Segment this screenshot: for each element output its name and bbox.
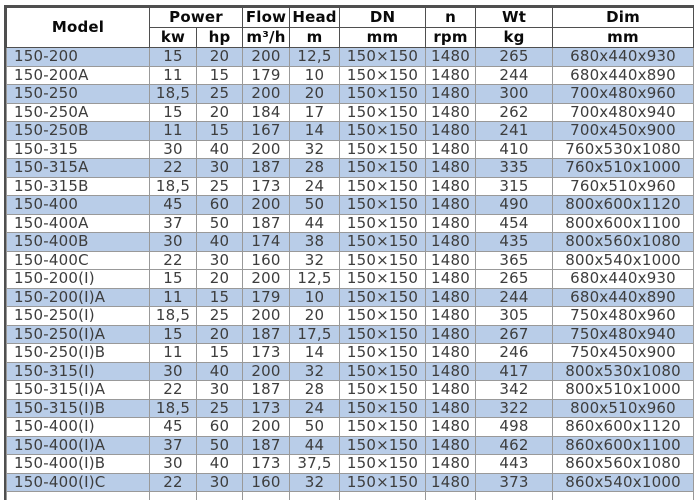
cell-flow: 173 bbox=[243, 344, 290, 363]
cell-dim: 680x440x930 bbox=[553, 270, 694, 289]
cell-kw: 22 bbox=[150, 473, 197, 492]
cell-model: 150-200A bbox=[7, 66, 150, 85]
cell-wt: 262 bbox=[476, 103, 553, 122]
cell-head: 17,5 bbox=[290, 325, 340, 344]
unit-dim: mm bbox=[553, 28, 694, 48]
cell-dim: 700x480x960 bbox=[553, 85, 694, 104]
cell-hp: 25 bbox=[197, 307, 243, 326]
cell-head: 20 bbox=[290, 307, 340, 326]
cell-dn: 150×150 bbox=[340, 177, 426, 196]
cell-dim: 760x530x1080 bbox=[553, 140, 694, 159]
table-row bbox=[7, 344, 694, 363]
table-row bbox=[7, 325, 694, 344]
cell-model: 150-400A bbox=[7, 214, 150, 233]
cell-dim: 800x600x1120 bbox=[553, 196, 694, 215]
cell-kw: 11 bbox=[150, 288, 197, 307]
cell-flow: 184 bbox=[243, 103, 290, 122]
cell-dn: 150×150 bbox=[340, 288, 426, 307]
table-frame bbox=[4, 5, 694, 500]
cell-hp: 15 bbox=[197, 66, 243, 85]
cell-hp: 60 bbox=[197, 418, 243, 437]
cell-head: 37,5 bbox=[290, 455, 340, 474]
cell-dim: 800x560x1080 bbox=[553, 233, 694, 252]
cell-head: 38 bbox=[290, 233, 340, 252]
cell-flow: 179 bbox=[243, 288, 290, 307]
cell-dn: 150×150 bbox=[340, 66, 426, 85]
cell-n: 1480 bbox=[426, 159, 476, 178]
cell-dn: 150×150 bbox=[340, 381, 426, 400]
cell-dn: 150×150 bbox=[340, 399, 426, 418]
cell-wt: 300 bbox=[476, 85, 553, 104]
cell-wt: 241 bbox=[476, 122, 553, 141]
cell-flow: 200 bbox=[243, 270, 290, 289]
cell-model: 150-250A bbox=[7, 103, 150, 122]
cell-wt: 462 bbox=[476, 436, 553, 455]
cell-flow: 167 bbox=[243, 122, 290, 141]
col-header-dn: DN bbox=[340, 8, 426, 28]
cropped-partial-row bbox=[7, 492, 694, 500]
cell-model: 150-200 bbox=[7, 48, 150, 67]
cell-wt: 454 bbox=[476, 214, 553, 233]
cell-flow: 187 bbox=[243, 159, 290, 178]
cell-wt: 498 bbox=[476, 418, 553, 437]
empty-cell bbox=[243, 492, 290, 500]
cell-kw: 15 bbox=[150, 270, 197, 289]
cell-kw: 18,5 bbox=[150, 177, 197, 196]
cell-dim: 750x450x900 bbox=[553, 344, 694, 363]
cell-head: 14 bbox=[290, 344, 340, 363]
cell-dim: 800x600x1100 bbox=[553, 214, 694, 233]
cell-flow: 200 bbox=[243, 85, 290, 104]
table-row bbox=[7, 233, 694, 252]
cell-model: 150-250 bbox=[7, 85, 150, 104]
cell-wt: 244 bbox=[476, 66, 553, 85]
cell-kw: 15 bbox=[150, 48, 197, 67]
table-row bbox=[7, 270, 694, 289]
cell-kw: 11 bbox=[150, 66, 197, 85]
cell-dim: 680x440x890 bbox=[553, 288, 694, 307]
unit-head: m bbox=[290, 28, 340, 48]
cell-wt: 246 bbox=[476, 344, 553, 363]
cell-wt: 244 bbox=[476, 288, 553, 307]
cell-wt: 315 bbox=[476, 177, 553, 196]
table-row bbox=[7, 455, 694, 474]
cell-head: 44 bbox=[290, 214, 340, 233]
cell-flow: 173 bbox=[243, 399, 290, 418]
cell-dim: 680x440x930 bbox=[553, 48, 694, 67]
cell-dn: 150×150 bbox=[340, 251, 426, 270]
cell-dim: 700x480x940 bbox=[553, 103, 694, 122]
cell-n: 1480 bbox=[426, 473, 476, 492]
cell-dn: 150×150 bbox=[340, 159, 426, 178]
cell-head: 10 bbox=[290, 288, 340, 307]
cell-n: 1480 bbox=[426, 362, 476, 381]
col-header-n: n bbox=[426, 8, 476, 28]
empty-cell bbox=[426, 492, 476, 500]
cell-head: 32 bbox=[290, 362, 340, 381]
table-row bbox=[7, 436, 694, 455]
empty-cell bbox=[476, 492, 553, 500]
cell-kw: 22 bbox=[150, 159, 197, 178]
cell-flow: 200 bbox=[243, 418, 290, 437]
cell-wt: 342 bbox=[476, 381, 553, 400]
cell-wt: 373 bbox=[476, 473, 553, 492]
cell-wt: 335 bbox=[476, 159, 553, 178]
cell-hp: 20 bbox=[197, 103, 243, 122]
cell-model: 150-315(I)A bbox=[7, 381, 150, 400]
table-row bbox=[7, 214, 694, 233]
cell-kw: 11 bbox=[150, 122, 197, 141]
cell-flow: 173 bbox=[243, 455, 290, 474]
cell-kw: 15 bbox=[150, 325, 197, 344]
cell-model: 150-200(I)A bbox=[7, 288, 150, 307]
cell-flow: 160 bbox=[243, 251, 290, 270]
cell-dim: 860x600x1100 bbox=[553, 436, 694, 455]
cell-dn: 150×150 bbox=[340, 85, 426, 104]
cell-kw: 22 bbox=[150, 381, 197, 400]
table-row bbox=[7, 177, 694, 196]
cell-dn: 150×150 bbox=[340, 48, 426, 67]
cell-dn: 150×150 bbox=[340, 233, 426, 252]
col-header-dim: Dim bbox=[553, 8, 694, 28]
cell-dim: 760x510x960 bbox=[553, 177, 694, 196]
cell-hp: 15 bbox=[197, 122, 243, 141]
cell-kw: 18,5 bbox=[150, 307, 197, 326]
cell-head: 24 bbox=[290, 399, 340, 418]
empty-cell bbox=[340, 492, 426, 500]
cell-n: 1480 bbox=[426, 381, 476, 400]
unit-kw: kw bbox=[150, 28, 197, 48]
cell-n: 1480 bbox=[426, 325, 476, 344]
cell-model: 150-315(I) bbox=[7, 362, 150, 381]
cell-dn: 150×150 bbox=[340, 418, 426, 437]
cell-model: 150-315 bbox=[7, 140, 150, 159]
empty-cell bbox=[150, 492, 197, 500]
cell-dn: 150×150 bbox=[340, 307, 426, 326]
cell-head: 28 bbox=[290, 159, 340, 178]
cell-head: 44 bbox=[290, 436, 340, 455]
unit-wt: kg bbox=[476, 28, 553, 48]
cell-n: 1480 bbox=[426, 436, 476, 455]
cell-hp: 20 bbox=[197, 270, 243, 289]
cell-hp: 25 bbox=[197, 177, 243, 196]
table-row bbox=[7, 122, 694, 141]
cell-n: 1480 bbox=[426, 103, 476, 122]
cell-flow: 160 bbox=[243, 473, 290, 492]
table-row bbox=[7, 473, 694, 492]
cell-dim: 860x560x1080 bbox=[553, 455, 694, 474]
cell-dim: 800x530x1080 bbox=[553, 362, 694, 381]
cell-dn: 150×150 bbox=[340, 270, 426, 289]
cell-model: 150-250(I)B bbox=[7, 344, 150, 363]
cell-head: 50 bbox=[290, 196, 340, 215]
cell-flow: 200 bbox=[243, 48, 290, 67]
cell-dim: 800x540x1000 bbox=[553, 251, 694, 270]
table-row bbox=[7, 103, 694, 122]
cell-dn: 150×150 bbox=[340, 214, 426, 233]
cell-flow: 200 bbox=[243, 307, 290, 326]
cell-kw: 30 bbox=[150, 140, 197, 159]
cell-n: 1480 bbox=[426, 270, 476, 289]
cell-kw: 37 bbox=[150, 214, 197, 233]
cell-model: 150-400(I) bbox=[7, 418, 150, 437]
table-row bbox=[7, 381, 694, 400]
cell-flow: 187 bbox=[243, 381, 290, 400]
cell-head: 50 bbox=[290, 418, 340, 437]
cell-n: 1480 bbox=[426, 288, 476, 307]
col-header-power: Power bbox=[150, 8, 243, 28]
cell-n: 1480 bbox=[426, 122, 476, 141]
cell-dim: 860x540x1000 bbox=[553, 473, 694, 492]
cell-dim: 860x600x1120 bbox=[553, 418, 694, 437]
cell-dim: 750x480x940 bbox=[553, 325, 694, 344]
cell-kw: 30 bbox=[150, 362, 197, 381]
cell-head: 14 bbox=[290, 122, 340, 141]
cell-model: 150-400(I)A bbox=[7, 436, 150, 455]
cell-n: 1480 bbox=[426, 455, 476, 474]
table-row bbox=[7, 48, 694, 67]
cell-wt: 417 bbox=[476, 362, 553, 381]
cell-wt: 435 bbox=[476, 233, 553, 252]
cell-flow: 173 bbox=[243, 177, 290, 196]
cell-head: 28 bbox=[290, 381, 340, 400]
empty-cell bbox=[7, 492, 150, 500]
cell-flow: 187 bbox=[243, 325, 290, 344]
table-header bbox=[7, 8, 694, 48]
cell-n: 1480 bbox=[426, 85, 476, 104]
cell-flow: 174 bbox=[243, 233, 290, 252]
cell-n: 1480 bbox=[426, 233, 476, 252]
cell-dn: 150×150 bbox=[340, 196, 426, 215]
table-row bbox=[7, 307, 694, 326]
cell-head: 12,5 bbox=[290, 270, 340, 289]
cell-model: 150-400(I)C bbox=[7, 473, 150, 492]
cell-hp: 50 bbox=[197, 436, 243, 455]
empty-cell bbox=[553, 492, 694, 500]
cell-model: 150-400B bbox=[7, 233, 150, 252]
cell-dn: 150×150 bbox=[340, 344, 426, 363]
cell-model: 150-400C bbox=[7, 251, 150, 270]
table-row bbox=[7, 288, 694, 307]
cell-flow: 200 bbox=[243, 362, 290, 381]
pump-spec-table bbox=[6, 7, 694, 500]
cell-hp: 30 bbox=[197, 251, 243, 270]
empty-cell bbox=[197, 492, 243, 500]
cell-dim: 800x510x960 bbox=[553, 399, 694, 418]
cell-dn: 150×150 bbox=[340, 103, 426, 122]
cell-hp: 50 bbox=[197, 214, 243, 233]
cell-model: 150-250(I)A bbox=[7, 325, 150, 344]
cell-kw: 22 bbox=[150, 251, 197, 270]
cell-hp: 40 bbox=[197, 140, 243, 159]
cell-n: 1480 bbox=[426, 66, 476, 85]
cell-dn: 150×150 bbox=[340, 436, 426, 455]
cell-n: 1480 bbox=[426, 48, 476, 67]
cell-model: 150-315B bbox=[7, 177, 150, 196]
cell-dim: 800x510x1000 bbox=[553, 381, 694, 400]
cell-wt: 365 bbox=[476, 251, 553, 270]
cell-wt: 410 bbox=[476, 140, 553, 159]
cell-hp: 20 bbox=[197, 325, 243, 344]
cell-hp: 30 bbox=[197, 159, 243, 178]
cell-hp: 40 bbox=[197, 455, 243, 474]
col-header-wt: Wt bbox=[476, 8, 553, 28]
cell-n: 1480 bbox=[426, 214, 476, 233]
unit-hp: hp bbox=[197, 28, 243, 48]
cell-head: 10 bbox=[290, 66, 340, 85]
cell-wt: 305 bbox=[476, 307, 553, 326]
cell-dn: 150×150 bbox=[340, 325, 426, 344]
cell-wt: 443 bbox=[476, 455, 553, 474]
cell-n: 1480 bbox=[426, 399, 476, 418]
cell-kw: 30 bbox=[150, 455, 197, 474]
cell-wt: 322 bbox=[476, 399, 553, 418]
cell-flow: 187 bbox=[243, 214, 290, 233]
cell-dim: 750x480x960 bbox=[553, 307, 694, 326]
cell-wt: 267 bbox=[476, 325, 553, 344]
cell-head: 20 bbox=[290, 85, 340, 104]
cell-hp: 25 bbox=[197, 85, 243, 104]
col-header-flow: Flow bbox=[243, 8, 290, 28]
col-header-head: Head bbox=[290, 8, 340, 28]
cell-n: 1480 bbox=[426, 418, 476, 437]
cell-kw: 18,5 bbox=[150, 399, 197, 418]
cell-dn: 150×150 bbox=[340, 122, 426, 141]
cell-kw: 11 bbox=[150, 344, 197, 363]
cell-n: 1480 bbox=[426, 344, 476, 363]
table-row bbox=[7, 196, 694, 215]
cell-hp: 25 bbox=[197, 399, 243, 418]
cell-kw: 45 bbox=[150, 418, 197, 437]
cell-hp: 30 bbox=[197, 473, 243, 492]
cell-n: 1480 bbox=[426, 177, 476, 196]
table-row bbox=[7, 399, 694, 418]
col-header-model: Model bbox=[7, 8, 150, 48]
cell-hp: 30 bbox=[197, 381, 243, 400]
table-body bbox=[7, 48, 694, 500]
cell-model: 150-400(I)B bbox=[7, 455, 150, 474]
table-row bbox=[7, 251, 694, 270]
cell-hp: 60 bbox=[197, 196, 243, 215]
cell-kw: 15 bbox=[150, 103, 197, 122]
cell-dn: 150×150 bbox=[340, 362, 426, 381]
cell-head: 17 bbox=[290, 103, 340, 122]
cell-hp: 40 bbox=[197, 233, 243, 252]
unit-flow: m³/h bbox=[243, 28, 290, 48]
cell-model: 150-315(I)B bbox=[7, 399, 150, 418]
table-row bbox=[7, 159, 694, 178]
cell-head: 32 bbox=[290, 251, 340, 270]
cell-n: 1480 bbox=[426, 140, 476, 159]
header-row-main bbox=[7, 8, 694, 28]
table-row bbox=[7, 362, 694, 381]
cell-model: 150-250B bbox=[7, 122, 150, 141]
cell-kw: 37 bbox=[150, 436, 197, 455]
cell-dim: 760x510x1000 bbox=[553, 159, 694, 178]
unit-dn: mm bbox=[340, 28, 426, 48]
cell-hp: 15 bbox=[197, 344, 243, 363]
table-row bbox=[7, 66, 694, 85]
cell-flow: 179 bbox=[243, 66, 290, 85]
cell-model: 150-200(I) bbox=[7, 270, 150, 289]
cell-dn: 150×150 bbox=[340, 140, 426, 159]
cell-kw: 30 bbox=[150, 233, 197, 252]
cell-dim: 700x450x900 bbox=[553, 122, 694, 141]
cell-kw: 18,5 bbox=[150, 85, 197, 104]
cell-model: 150-250(I) bbox=[7, 307, 150, 326]
cell-dim: 680x440x890 bbox=[553, 66, 694, 85]
cell-dn: 150×150 bbox=[340, 455, 426, 474]
cell-head: 24 bbox=[290, 177, 340, 196]
cell-head: 32 bbox=[290, 140, 340, 159]
cell-n: 1480 bbox=[426, 251, 476, 270]
unit-n: rpm bbox=[426, 28, 476, 48]
cell-n: 1480 bbox=[426, 196, 476, 215]
cell-n: 1480 bbox=[426, 307, 476, 326]
cell-head: 32 bbox=[290, 473, 340, 492]
cell-model: 150-315A bbox=[7, 159, 150, 178]
cell-flow: 200 bbox=[243, 196, 290, 215]
table-row bbox=[7, 140, 694, 159]
cell-dn: 150×150 bbox=[340, 473, 426, 492]
cell-hp: 40 bbox=[197, 362, 243, 381]
cell-wt: 265 bbox=[476, 270, 553, 289]
cell-hp: 20 bbox=[197, 48, 243, 67]
table-row bbox=[7, 85, 694, 104]
cell-head: 12,5 bbox=[290, 48, 340, 67]
cell-hp: 15 bbox=[197, 288, 243, 307]
cell-flow: 200 bbox=[243, 140, 290, 159]
cell-flow: 187 bbox=[243, 436, 290, 455]
empty-cell bbox=[290, 492, 340, 500]
table-row bbox=[7, 418, 694, 437]
cell-kw: 45 bbox=[150, 196, 197, 215]
cell-wt: 490 bbox=[476, 196, 553, 215]
cell-model: 150-400 bbox=[7, 196, 150, 215]
cell-wt: 265 bbox=[476, 48, 553, 67]
